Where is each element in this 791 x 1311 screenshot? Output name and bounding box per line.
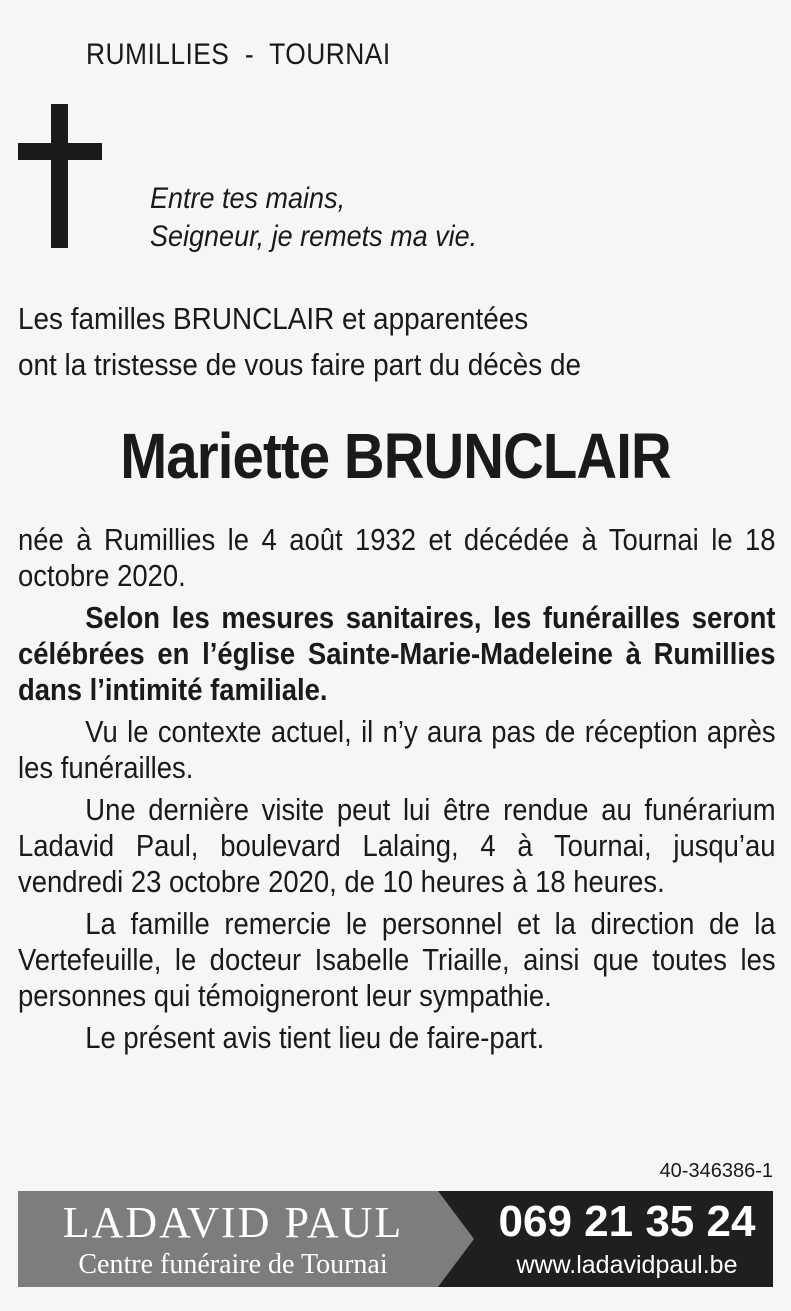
deceased-name: Mariette BRUNCLAIR	[120, 420, 671, 492]
funeral-home-subtitle: Centre funéraire de Tournai	[78, 1249, 388, 1280]
visit-paragraph: Une dernière visite peut lui être rendue au funérarium Ladavid Paul, boulevard Lalaing, 4 à Tournai, jusqu’au vendredi 23 octobre 2020, de 10 heures à 18 heures.	[18, 792, 776, 899]
funeral-paragraph: Selon les mesures sanitaires, les funérailles seront célébrées en l’église Sainte-Marie-Madeleine à Rumillies dans l’intimité familiale.	[18, 600, 776, 707]
phone-number: 069 21 35 24	[498, 1197, 756, 1246]
thanks-paragraph: La famille remercie le personnel et la direction de la Vertefeuille, le docteur Isabelle Triaille, ainsi que toutes les personnes qui témoigneront leur sympathie.	[18, 906, 776, 1013]
prayer-quote	[150, 180, 477, 256]
reference-number: 40-346386-1	[659, 1160, 773, 1182]
intro-line-2: ont la tristesse de vous faire part du décès de	[18, 347, 581, 382]
family-announcement	[18, 296, 702, 388]
quote-line-2: Seigneur, je remets ma vie.	[150, 220, 478, 253]
birth-death-paragraph: née à Rumillies le 4 août 1932 et décédée à Tournai le 18 octobre 2020.	[18, 522, 776, 593]
website-link[interactable]: www.ladavidpaul.be	[516, 1251, 738, 1279]
notice-paragraph: Le présent avis tient lieu de faire-part.	[85, 1020, 545, 1055]
location-header: RUMILLIES - TOURNAI	[86, 38, 391, 71]
notice-body	[18, 522, 776, 1062]
reception-paragraph: Vu le contexte actuel, il n’y aura pas de réception après les funérailles.	[18, 714, 776, 785]
intro-line-1: Les familles BRUNCLAIR et apparentées	[18, 301, 529, 336]
quote-line-1: Entre tes mains,	[150, 182, 346, 215]
latin-cross-icon	[18, 104, 102, 248]
funeral-home-banner	[18, 1191, 773, 1287]
funeral-home-name: LADAVID PAUL	[62, 1198, 404, 1247]
